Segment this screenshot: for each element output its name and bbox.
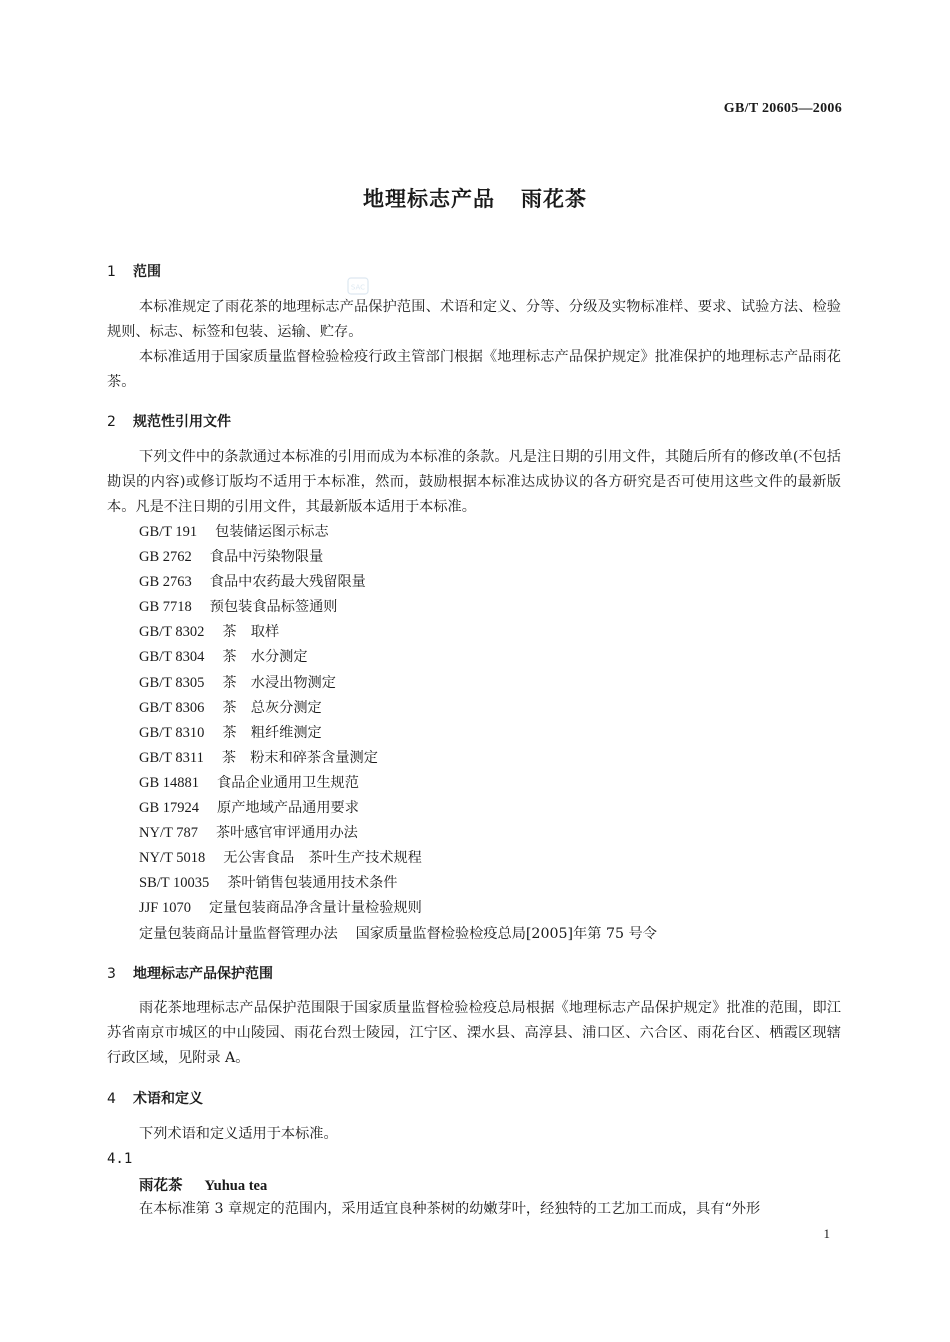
reference-item: GB 7718 预包装食品标签通则: [139, 599, 338, 616]
section-number: 1: [107, 264, 116, 280]
section-3-paragraph-1: 雨花茶地理标志产品保护范围限于国家质量监督检验检疫总局根据《地理标志产品保护规定》批准的范围，即江苏省南京市城区的中山陵园、雨花台烈士陵园，江宁区、溧水县、高淳县、浦口区、六合区、雨花台区、栖霞区现辖行政区域，见附录 A。: [107, 1000, 841, 1066]
reference-item: GB 2762 食品中污染物限量: [139, 549, 324, 566]
reference-item: GB 2763 食品中农药最大残留限量: [139, 574, 366, 591]
reference-item: NY/T 5018 无公害食品 茶叶生产技术规程: [139, 850, 422, 867]
reference-item: GB/T 8311 茶 粉末和碎茶含量测定: [139, 749, 378, 766]
section-title: 地理标志产品保护范围: [133, 966, 273, 982]
reference-item: NY/T 787 茶叶感官审评通用办法: [139, 825, 358, 842]
document-title: [0, 183, 950, 213]
reference-item: JJF 1070 定量包装商品净含量计量检验规则: [139, 900, 422, 917]
watermark-text: SAC: [350, 283, 366, 292]
watermark-icon: [347, 277, 369, 295]
term-en: Yuhua tea: [204, 1178, 268, 1194]
normative-references-list: [139, 520, 657, 947]
section-title: 范围: [133, 264, 161, 280]
section-number: 3: [107, 966, 116, 982]
section-4-heading: [107, 1088, 203, 1108]
title-part-2: 雨花茶: [521, 187, 587, 211]
reference-item: GB/T 191 包装储运图示标志: [139, 524, 329, 540]
section-number: 2: [107, 414, 116, 430]
reference-item: 定量包装商品计量监督管理办法 国家质量监督检验检疫总局[2005]年第 75 号令: [139, 925, 657, 942]
section-2-heading: [107, 411, 231, 431]
section-title: 术语和定义: [133, 1091, 203, 1107]
term-heading: [139, 1174, 267, 1195]
title-part-1: 地理标志产品: [363, 187, 495, 211]
reference-item: SB/T 10035 茶叶销售包装通用技术条件: [139, 875, 398, 892]
page-number: 1: [823, 1226, 830, 1241]
reference-item: GB 14881 食品企业通用卫生规范: [139, 774, 359, 791]
subsection-number: 4.1: [107, 1151, 133, 1167]
reference-item: GB/T 8305 茶 水浸出物测定: [139, 674, 336, 691]
section-number: 4: [107, 1091, 116, 1107]
section-title: 规范性引用文件: [133, 414, 231, 430]
section-2-paragraph-1: 下列文件中的条款通过本标准的引用而成为本标准的条款。凡是注日期的引用文件，其随后所有的修改单(不包括勘误的内容)或修订版均不适用于本标准，然而，鼓励根据本标准达成协议的各方研究是否可使用这些文件的最新版本。凡是不注日期的引用文件，其最新版本适用于本标准。: [107, 449, 841, 515]
section-4-paragraph-1: 下列术语和定义适用于本标准。: [139, 1126, 338, 1142]
reference-item: GB/T 8304 茶 水分测定: [139, 649, 308, 666]
section-3-heading: [107, 963, 273, 983]
reference-item: GB/T 8302 茶 取样: [139, 624, 280, 641]
term-cn: 雨花茶: [139, 1177, 183, 1194]
term-definition: 在本标准第 3 章规定的范围内，采用适宜良种茶树的幼嫩芽叶，经独特的工艺加工而成，具有“外形: [139, 1201, 761, 1217]
section-1-paragraph-1: 本标准规定了雨花茶的地理标志产品保护范围、术语和定义、分等、分级及实物标准样、要求、试验方法、检验规则、标志、标签和包装、运输、贮存。: [107, 299, 841, 340]
reference-item: GB/T 8306 茶 总灰分测定: [139, 699, 322, 716]
section-1-heading: [107, 261, 161, 281]
reference-item: GB/T 8310 茶 粗纤维测定: [139, 724, 322, 741]
reference-item: GB 17924 原产地域产品通用要求: [139, 800, 359, 817]
standard-code: GB/T 20605—2006: [723, 101, 842, 116]
section-1-paragraph-2: 本标准适用于国家质量监督检验检疫行政主管部门根据《地理标志产品保护规定》批准保护的地理标志产品雨花茶。: [107, 349, 841, 390]
